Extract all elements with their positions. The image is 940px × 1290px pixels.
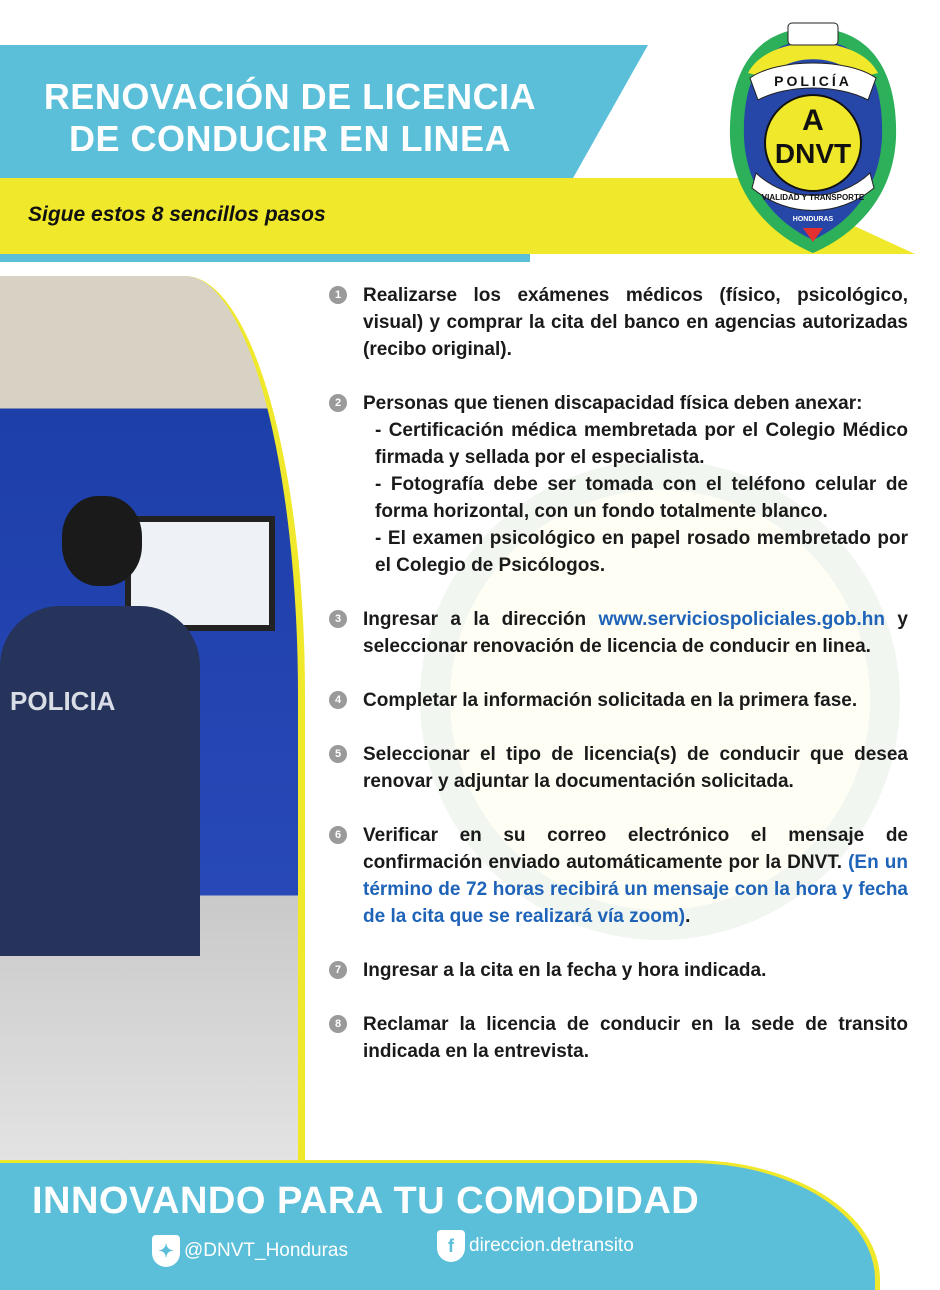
officer-figure	[0, 606, 200, 956]
title-line-1: RENOVACIÓN DE LICENCIA	[43, 76, 537, 117]
badge-center-text: DNVT	[774, 138, 852, 169]
step-number: 4	[329, 691, 347, 709]
title-line-2: DE CONDUCIR EN LINEA	[68, 118, 512, 159]
step-sub-item: - Certificación médica membretada por el Colegio Médico firmada y sellada por el especialista.	[375, 420, 908, 468]
step-sub-item: - Fotografía debe ser tomada con el teléfono celular de forma horizontal, con un fondo totalmente blanco.	[375, 474, 908, 522]
step-7	[328, 957, 908, 984]
step-text: Ingresar a la cita en la fecha y hora indicada.	[363, 960, 767, 981]
step-2	[328, 390, 908, 579]
divider	[0, 254, 530, 262]
step-text: Personas que tienen discapacidad física deben anexar:	[363, 393, 863, 414]
step-text: Ingresar a la dirección	[363, 609, 599, 630]
step-text: Realizarse los exámenes médicos (físico, psicológico, visual) y comprar la cita del banco en agencias autorizadas (recibo original).	[363, 285, 908, 360]
step-text: Reclamar la licencia de conducir en la sede de transito indicada en la entrevista.	[363, 1014, 908, 1062]
page-title	[0, 76, 580, 160]
step-3	[328, 606, 908, 660]
step-8	[328, 1011, 908, 1065]
step-5	[328, 741, 908, 795]
step-1	[328, 282, 908, 363]
svg-text:A: A	[802, 104, 824, 137]
facebook-label: direccion.detransito	[469, 1235, 634, 1256]
step-text: .	[685, 906, 691, 927]
twitter-handle[interactable]	[152, 1235, 348, 1267]
dnvt-police-badge-logo	[728, 18, 898, 256]
step-number: 2	[329, 394, 347, 412]
step-text: Verificar en su correo electrónico el mensaje de confirmación enviado automáticamente por la DNVT.	[363, 825, 908, 873]
vest-text: POLICIA	[10, 686, 116, 716]
step-number: 1	[329, 286, 347, 304]
step-number: 3	[329, 610, 347, 628]
badge-bottom-text: HONDURAS	[792, 216, 834, 223]
step-number: 6	[329, 826, 347, 844]
badge-top-text: POLICÍA	[774, 73, 852, 89]
step-text: y seleccionar renovación de licencia de conducir en linea.	[363, 609, 908, 657]
officer-photo	[0, 276, 305, 1161]
step-text: Completar la información solicitada en la primera fase.	[363, 690, 858, 711]
slogan: INNOVANDO PARA TU COMODIDAD	[32, 1180, 700, 1222]
step-text: Seleccionar el tipo de licencia(s) de conducir que desea renovar y adjuntar la documentación solicitada.	[363, 744, 908, 792]
step-number: 7	[329, 961, 347, 979]
officer-head	[62, 496, 142, 586]
step-number: 5	[329, 745, 347, 763]
steps-list	[328, 282, 908, 1092]
step-sub-item: - El examen psicológico en papel rosado membretado por el Colegio de Psicólogos.	[375, 528, 908, 576]
subtitle: Sigue estos 8 sencillos pasos	[28, 203, 326, 226]
website-link[interactable]: www.serviciospoliciales.gob.hn	[598, 609, 885, 630]
twitter-label: @DNVT_Honduras	[184, 1240, 348, 1261]
badge-band-text: VIALIDAD Y TRANSPORTE	[761, 193, 865, 202]
step-6	[328, 822, 908, 930]
step-4	[328, 687, 908, 714]
facebook-icon: f	[437, 1230, 465, 1262]
facebook-handle[interactable]	[437, 1230, 634, 1262]
step-number: 8	[329, 1015, 347, 1033]
step-note: (En un término de 72 horas recibirá un mensaje con la hora y fecha de la cita que se realizará vía zoom)	[363, 852, 908, 927]
twitter-icon: ✦	[152, 1235, 180, 1267]
